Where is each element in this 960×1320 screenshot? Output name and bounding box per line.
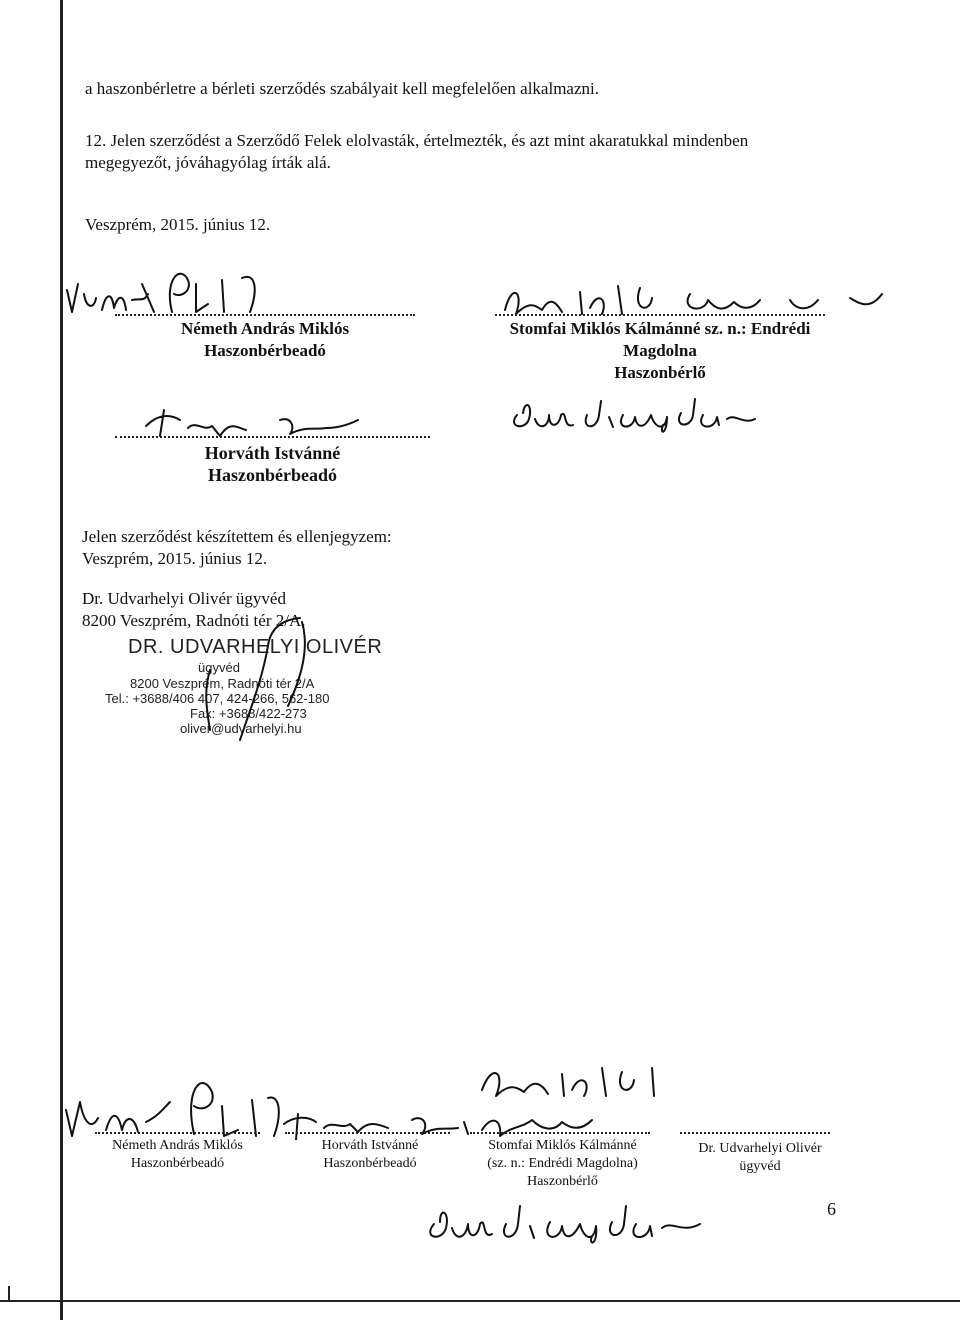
- footer-signature-line: [95, 1132, 260, 1134]
- footer-role: ügyvéd: [739, 1159, 781, 1174]
- footer-signature-line: [470, 1132, 650, 1134]
- paragraph-12-line1: 12. Jelen szerződést a Szerződő Felek elolvasták, értelmezték, és azt mint akaratukkal mindenben: [85, 131, 749, 150]
- page-bottom-rule: [0, 1300, 960, 1302]
- footer-role: Haszonbérlő: [527, 1174, 598, 1189]
- signatory-role: Haszonbérbeadó: [204, 341, 326, 360]
- stamp-title: DR. UDVARHELYI OLIVÉR: [128, 636, 383, 658]
- signature-line: [115, 436, 430, 438]
- footer-role: Haszonbérbeadó: [130, 1156, 225, 1171]
- signature-line: [115, 314, 415, 316]
- paragraph-12-line2: megegyezőt, jóváhagyólag írták alá.: [85, 153, 331, 172]
- footer-name: Németh András Miklós: [112, 1138, 243, 1153]
- page-bottom-mark: [8, 1286, 10, 1302]
- footer-name: Dr. Udvarhelyi Olivér: [698, 1141, 822, 1156]
- footer-signature-line: [680, 1132, 830, 1134]
- signatory-name: Németh András Miklós: [180, 319, 350, 338]
- footer-name-line2: (sz. n.: Endrédi Magdolna): [487, 1156, 638, 1171]
- attestation-line2: Veszprém, 2015. június 12.: [82, 549, 268, 568]
- lawyer-address: 8200 Veszprém, Radnóti tér 2/A.: [82, 611, 306, 630]
- stamp-signature-stroke: [170, 610, 340, 750]
- handwritten-name-endredi: [505, 385, 765, 435]
- signatory-role: Haszonbérlő: [614, 363, 706, 382]
- attestation-line1: Jelen szerződést készítettem és ellenjegyzem:: [82, 527, 392, 546]
- paragraph-lease-rules: a haszonbérletre a bérleti szerződés szabályait kell megfelelően alkalmazni.: [85, 79, 599, 98]
- signature-nemeth: [62, 250, 442, 320]
- signatory-name-line1: Stomfai Miklós Kálmánné sz. n.: Endrédi: [509, 319, 811, 338]
- footer-name: Horváth Istvánné: [321, 1138, 419, 1153]
- stamp-address: 8200 Veszprém, Radnóti tér 2/A: [130, 676, 315, 691]
- page-number: 6: [827, 1199, 836, 1219]
- footer-role: Haszonbérbeadó: [323, 1156, 417, 1171]
- stamp-profession: ügyvéd: [198, 660, 240, 675]
- signature-stomfai: [490, 270, 890, 320]
- signature-line: [495, 314, 825, 316]
- signatory-name-line2: Magdolna: [623, 341, 697, 360]
- footer-name-line1: Stomfai Miklós Kálmánné: [488, 1138, 637, 1153]
- stamp-fax: Fax: +3688/422-273: [190, 706, 307, 721]
- footer-signature-strokes: [62, 1050, 902, 1140]
- footer-signature-line: [285, 1132, 450, 1134]
- place-date: Veszprém, 2015. június 12.: [85, 215, 271, 234]
- stamp-phone: Tel.: +3688/406 407, 424-266, 562-180: [105, 691, 330, 706]
- signatory-role: Haszonbérbeadó: [207, 465, 337, 485]
- signatory-name: Horváth Istvánné: [204, 443, 341, 463]
- stamp-email: oliver@udvarhelyi.hu: [180, 721, 302, 736]
- footer-handwritten-name-endredi: [420, 1188, 710, 1248]
- lawyer-name: Dr. Udvarhelyi Olivér ügyvéd: [82, 589, 286, 608]
